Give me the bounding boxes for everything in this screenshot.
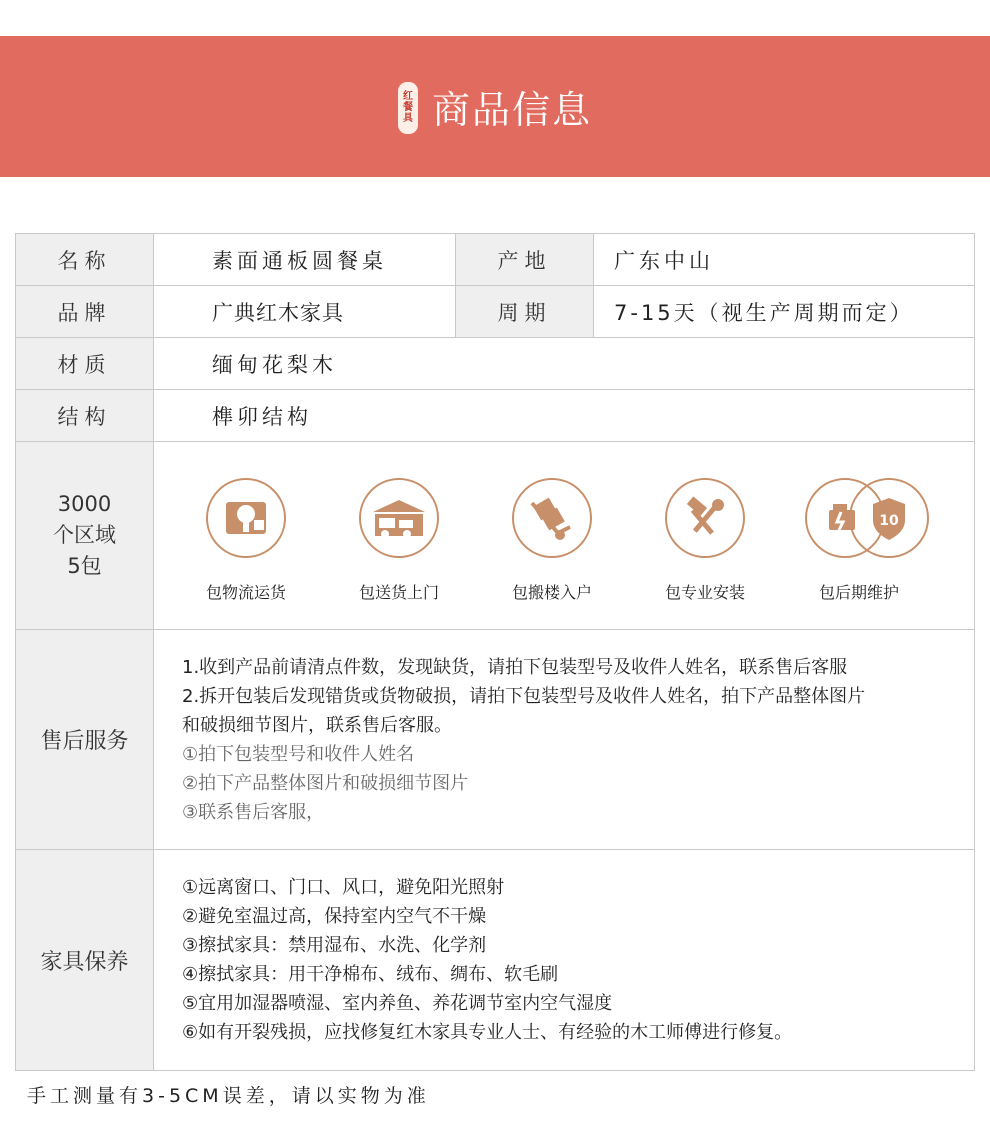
structure-label: 结构 [16, 390, 154, 441]
service-item [334, 478, 464, 603]
box-icon [206, 478, 286, 558]
material-label: 材质 [16, 338, 154, 389]
name-value: 素面通板圆餐桌 [154, 234, 456, 285]
service-item [181, 478, 311, 603]
service-label: 包搬楼入户 [511, 583, 592, 602]
origin-label: 产地 [456, 234, 594, 285]
period-label: 周期 [456, 286, 594, 337]
origin-value: 广东中山 [614, 248, 714, 273]
care-label: 家具保养 [16, 850, 154, 1070]
care-text: ①远离窗口、门口、风口，避免阳光照射 ②避免室温过高，保持室内空气不干燥 ③擦拭家具：禁用湿布、水洗、化学剂 ④擦拭家具：用干净棉布、绒布、绸布、软毛刷 ⑤宜用加湿器喷湿、室内养鱼、养花调节室内空气湿度 ⑥如有开裂残损，应找修复红木家具专业人士、有经验的木工师傅进行修复。 [182, 877, 793, 1043]
service-label: 包送货上门 [358, 583, 439, 602]
name-label: 名称 [16, 234, 154, 285]
header-banner [0, 36, 990, 177]
table-row [16, 338, 974, 390]
maintenance-shield-icon [795, 478, 923, 562]
period-value: 7-15天（视生产周期而定） [614, 300, 914, 325]
service-item [794, 478, 924, 603]
footer-note: 手工测量有3-5CM误差，请以实物为准 [27, 1085, 430, 1107]
after-sales-text: 1.收到产品前请清点件数，发现缺货，请拍下包装型号及收件人姓名，联系售后客服 2.拆开包装后发现错货或货物破损，请拍下包装型号及收件人姓名，拍下产品整体图片 和破损细节图片，联系售后客服。 ①拍下包装型号和收件人姓名 ②拍下产品整体图片和破损细节图片 ③联系售后客服， [182, 656, 866, 823]
service-item [487, 478, 617, 603]
shield-badge: 10 [879, 513, 899, 529]
seal-logo: 红 餐 具 [398, 82, 418, 134]
table-row [16, 442, 974, 630]
table-row [16, 850, 974, 1070]
structure-value: 榫卯结构 [212, 404, 312, 429]
page-title: 商品信息 [431, 88, 592, 132]
services-label: 3000 个区域 5包 [16, 442, 154, 629]
service-item [640, 478, 770, 603]
material-value: 缅甸花梨木 [212, 352, 337, 377]
table-row [16, 286, 974, 338]
service-label: 包专业安装 [664, 583, 745, 602]
service-label: 包后期维护 [818, 583, 899, 602]
delivery-truck-icon [359, 478, 439, 558]
brand-value: 广典红木家具 [154, 286, 456, 337]
table-row [16, 390, 974, 442]
tools-icon [665, 478, 745, 558]
table-row [16, 630, 974, 850]
services-list [154, 442, 974, 629]
hand-truck-icon [512, 478, 592, 558]
product-info-table [15, 233, 975, 1071]
brand-label: 品牌 [16, 286, 154, 337]
service-label: 包物流运货 [205, 583, 286, 602]
after-sales-label: 售后服务 [16, 630, 154, 849]
table-row [16, 234, 974, 286]
